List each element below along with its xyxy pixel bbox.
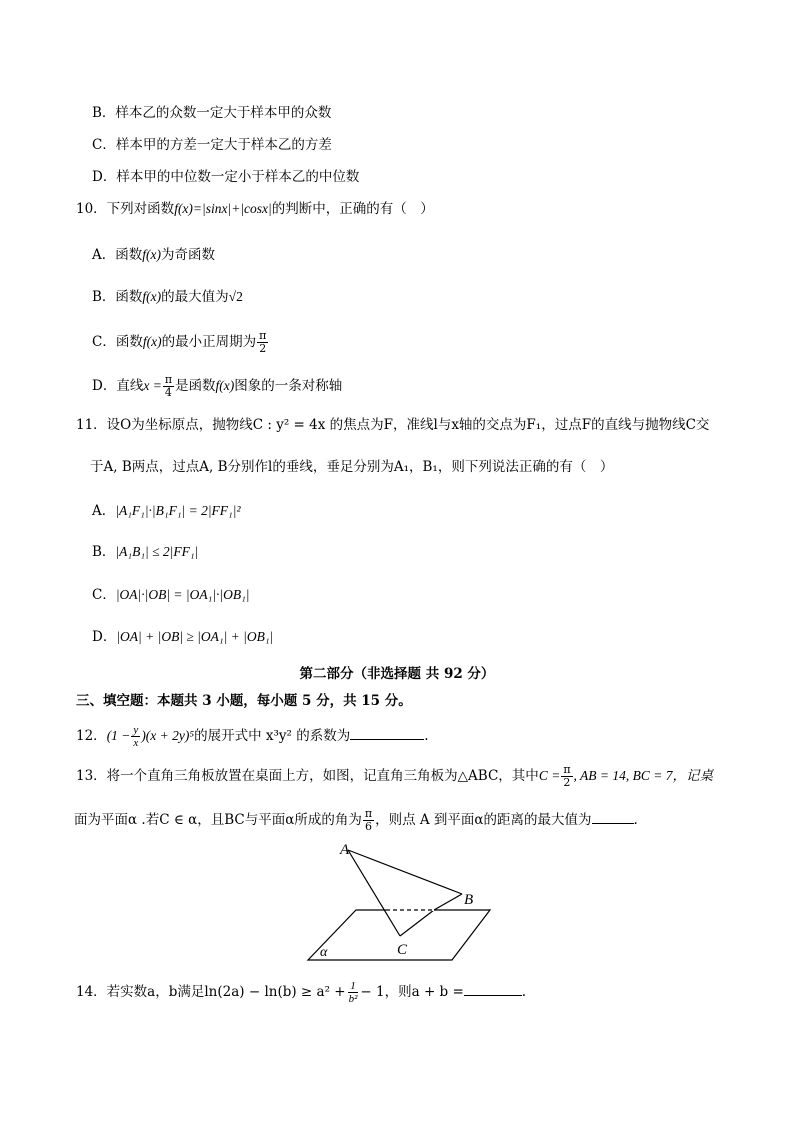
q10-option-b: B．函数f(x)的最大值为√2	[92, 289, 243, 305]
q9-option-b: B．样本乙的众数一定大于样本甲的众数	[92, 105, 332, 121]
fraction: $\frac{\pi}{6}$	[364, 807, 373, 833]
section-three-heading: 三、填空题：本题共 3 小题，每小题 5 分，共 15 分。	[76, 693, 412, 709]
q10-stem: 10．下列对函数f(x)=|sinx|+|cosx|的判断中，正确的有（ ）	[76, 201, 434, 217]
answer-blank	[350, 727, 424, 740]
q11-stem-line1: 11．设O为坐标原点，抛物线C : y² = 4x 的焦点为F，准线l与x轴的交点为F₁，过点F的直线与抛物线C交	[76, 417, 710, 433]
answer-blank	[592, 811, 634, 824]
q11-option-b: B．|A₁B₁| ≤ 2|FF₁|	[92, 544, 199, 560]
q13-line2: 面为平面α .若C ∈ α，且BC与平面α所成的角为 $\frac{\pi}{6}$ ，则点 A 到平面α的距离的最大值为 .	[74, 807, 638, 833]
label-alpha: α	[320, 945, 328, 960]
q10-option-c: C．函数f(x)的最小正周期为 $\frac{\pi}{2}$	[92, 329, 267, 355]
q9-option-c: C．样本甲的方差一定大于样本乙的方差	[92, 137, 332, 153]
q14: 14．若实数a，b满足ln(2a) − ln(b) ≥ a² + $\frac{1}{\text{b²}}$ − 1，则a + b = .	[76, 980, 527, 1005]
fraction: $\frac{1}{\text{b²}}$	[348, 980, 358, 1005]
fraction: $\frac{\pi}{4}$	[164, 373, 173, 399]
q10-option-d: D．直线x = $\frac{\pi}{4}$ 是函数f(x)图象的一条对称轴	[92, 373, 343, 399]
edge-ac	[348, 850, 400, 936]
triangle-plane-figure	[300, 838, 500, 964]
answer-blank	[464, 983, 522, 996]
q10-option-a: A．函数f(x)为奇函数	[92, 247, 215, 263]
fraction: $\frac{\pi}{2}$	[259, 329, 267, 355]
fraction: $\frac{\pi}{2}$	[563, 763, 571, 789]
edge-bc-upper	[434, 894, 462, 910]
q11-option-c: C．|OA|·|OB| = |OA₁|·|OB₁|	[92, 587, 250, 603]
q12: 12．(1 − $\frac{y}{x}$ )(x + 2y)⁵的展开式中 x³y² 的系数为 .	[76, 724, 429, 749]
edge-bc-lower	[400, 910, 434, 936]
q11-option-d: D．|OA| + |OB| ≥ |OA₁| + |OB₁|	[92, 629, 274, 645]
part-two-title: 第二部分（非选择题 共 92 分）	[299, 666, 495, 682]
q13-line1: 13．将一个直角三角板放置在桌面上方，如图，记直角三角板为△ABC，其中C = $\frac{\pi}{2}$ , AB = 14, BC = 7，记桌	[76, 763, 714, 789]
label-a: A	[340, 842, 350, 858]
edge-ab	[348, 850, 462, 894]
label-c: C	[397, 942, 408, 958]
q9-option-d: D．样本甲的中位数一定小于样本乙的中位数	[92, 169, 360, 185]
q11-option-a: A．|A₁F₁|·|B₁F₁| = 2|FF₁|²	[92, 503, 241, 519]
fraction: $\frac{y}{x}$	[133, 724, 139, 749]
label-b: B	[464, 892, 474, 908]
q11-stem-line2: 于A, B两点，过点A, B分别作l的垂线，垂足分别为A₁，B₁，则下列说法正确的有（ ）	[90, 459, 614, 475]
q10-function: f(x)=|sinx|+|cosx|	[174, 201, 272, 216]
